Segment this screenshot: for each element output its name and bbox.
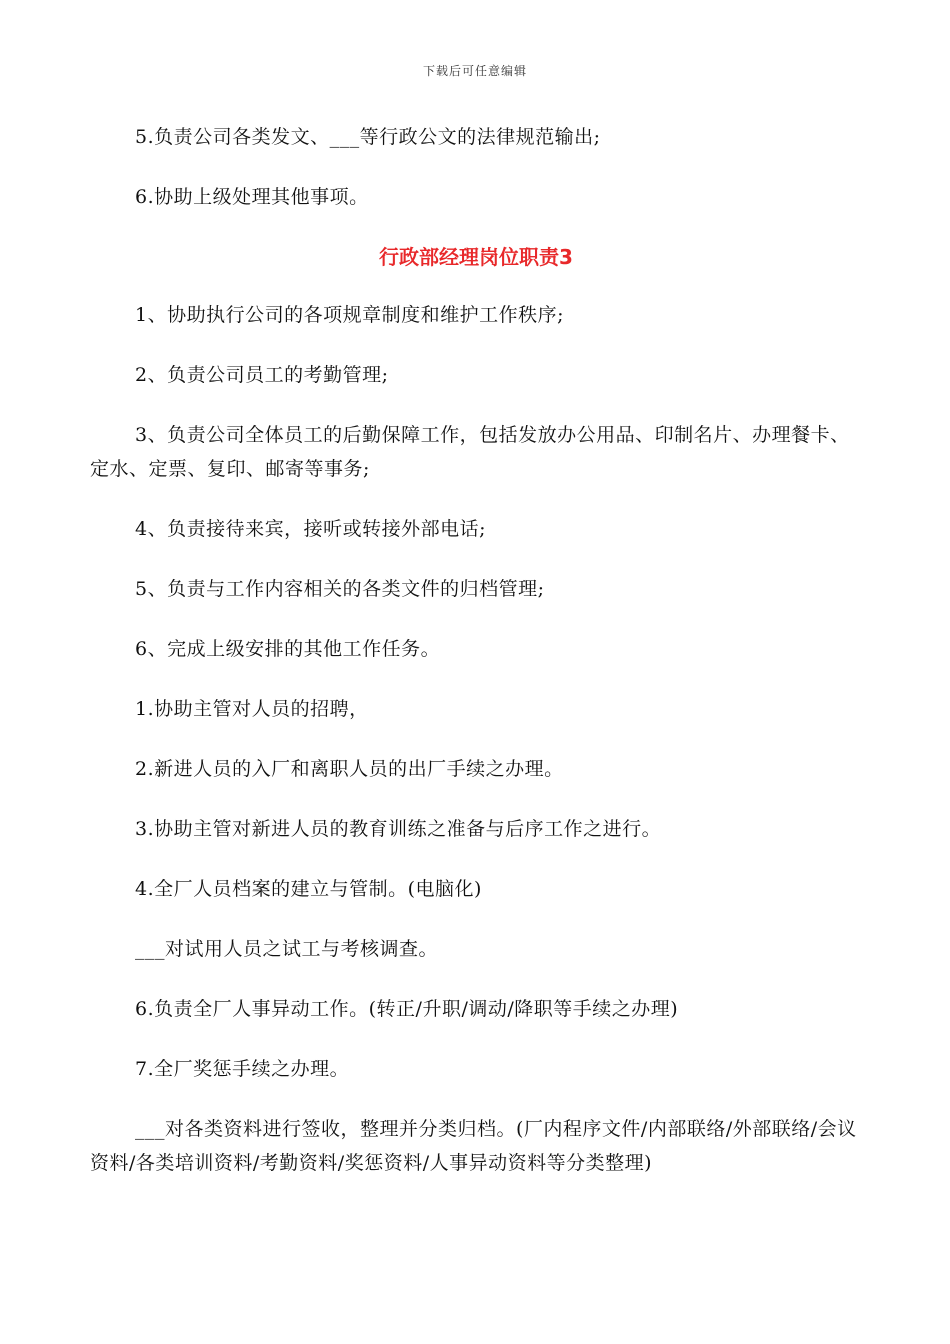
page-header: 下载后可任意编辑 [422,64,527,78]
paragraph: 2.新进人员的入厂和离职人员的出厂手续之办理。 [135,758,564,780]
paragraph: 1.协助主管对人员的招聘， [135,698,369,720]
paragraph: 2、负责公司员工的考勤管理; [135,364,389,386]
paragraph: 1、协助执行公司的各项规章制度和维护工作秩序; [135,304,564,326]
paragraph: 4、负责接待来宾，接听或转接外部电话; [135,518,486,540]
paragraph: ___对试用人员之试工与考核调查。 [135,938,439,960]
paragraph: 7.全厂奖惩手续之办理。 [135,1058,350,1080]
paragraph: ___对各类资料进行签收，整理并分类归档。(厂内程序文件/内部联络/外部联络/会议资料/各类培训资料/考勤资料/奖惩资料/人事异动资料等分类整理) [90,1118,857,1174]
paragraph: 6、完成上级安排的其他工作任务。 [135,638,441,660]
paragraph: 6.协助上级处理其他事项。 [135,186,369,208]
paragraph: 3.协助主管对新进人员的教育训练之准备与后序工作之进行。 [135,818,662,840]
paragraph: 5.负责公司各类发文、___等行政公文的法律规范输出; [135,126,601,148]
paragraph: 5、负责与工作内容相关的各类文件的归档管理; [135,578,545,600]
section-heading: 行政部经理岗位职责3 [379,245,573,269]
document-body [90,120,862,1206]
paragraph: 6.负责全厂人事异动工作。(转正/升职/调动/降职等手续之办理) [135,998,679,1020]
paragraph: 3、负责公司全体员工的后勤保障工作，包括发放办公用品、印制名片、办理餐卡、定水、定票、复印、邮寄等事务; [90,424,850,480]
paragraph: 4.全厂人员档案的建立与管制。(电脑化) [135,878,482,900]
